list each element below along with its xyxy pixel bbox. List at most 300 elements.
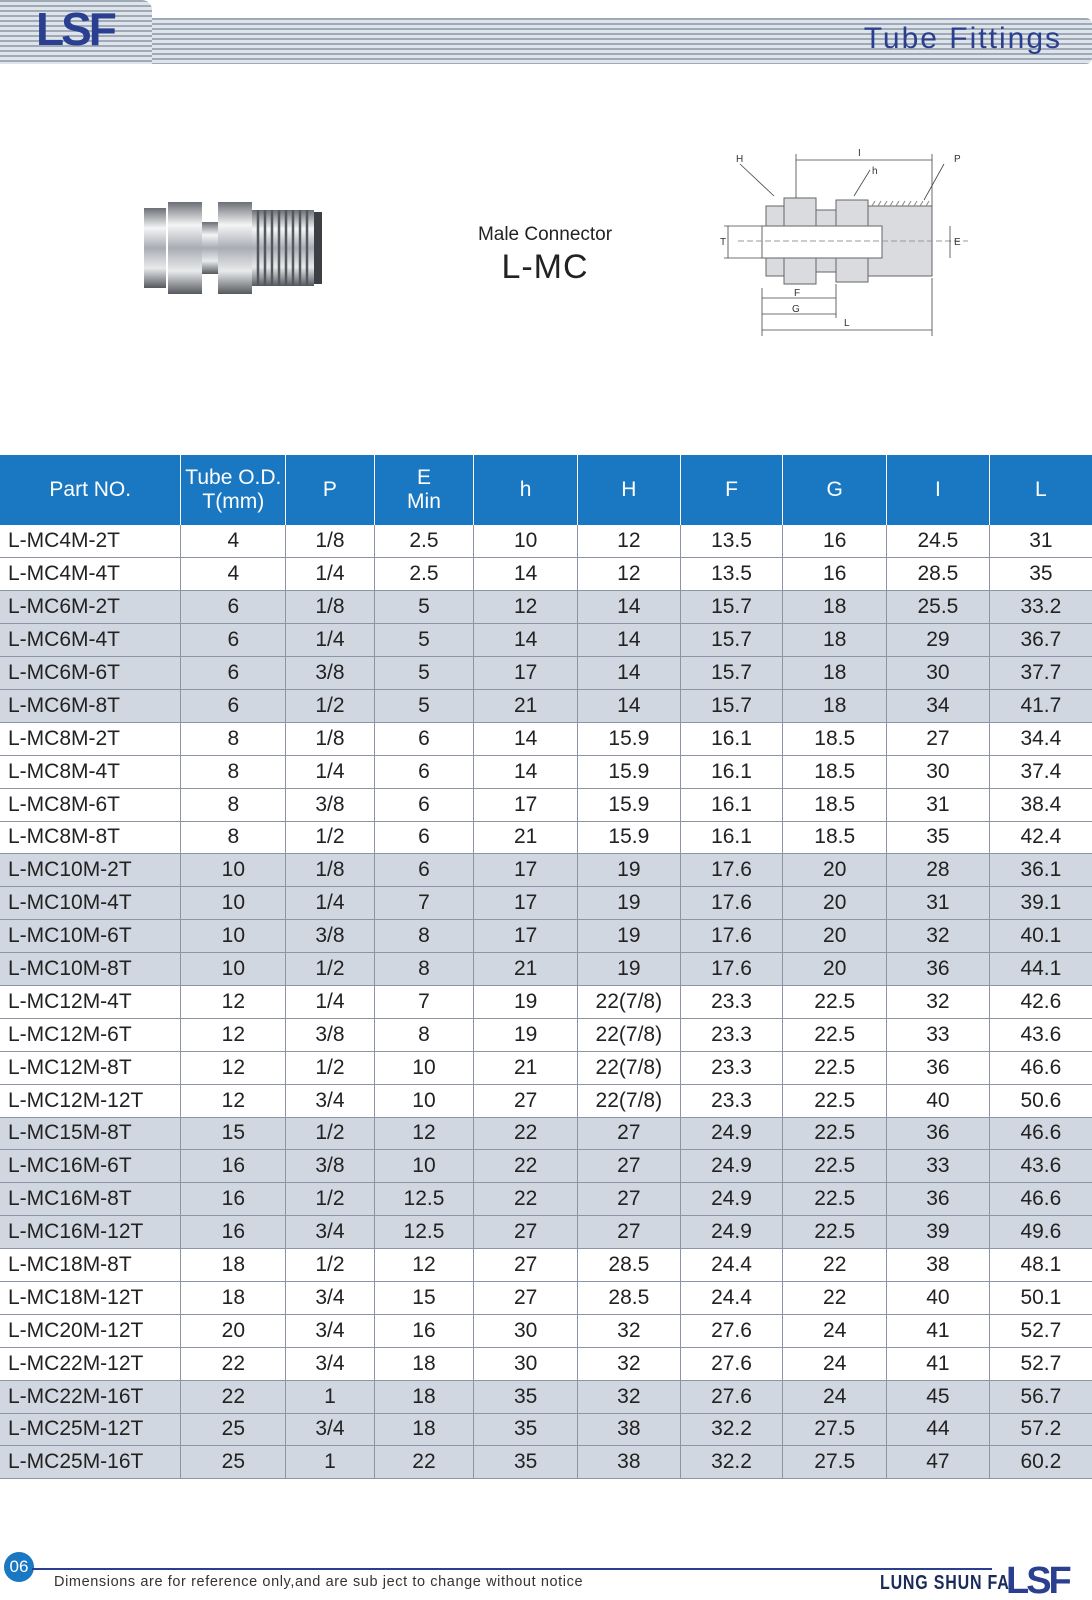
table-row	[0, 1018, 1092, 1051]
table-cell: 23.3	[680, 1051, 783, 1084]
table-cell: 15	[374, 1281, 474, 1314]
column-header-line1: h	[519, 478, 532, 501]
table-cell: 17	[474, 887, 578, 920]
table-cell: 12	[181, 1051, 286, 1084]
table-cell: 1/2	[286, 1183, 374, 1216]
table-cell: 3/4	[286, 1347, 374, 1380]
table-cell: 39.1	[989, 887, 1092, 920]
part-number-cell: L-MC12M-6T	[0, 1018, 181, 1051]
table-cell: 30	[474, 1314, 578, 1347]
table-cell: 12	[474, 591, 578, 624]
table-cell: 25	[181, 1446, 286, 1479]
table-cell: 27	[887, 722, 990, 755]
table-cell: 27.5	[783, 1446, 887, 1479]
table-cell: 14	[474, 755, 578, 788]
table-cell: 36.1	[989, 854, 1092, 887]
table-cell: 8	[374, 953, 474, 986]
part-number-cell: L-MC12M-8T	[0, 1051, 181, 1084]
table-row	[0, 1413, 1092, 1446]
table-cell: 17	[474, 920, 578, 953]
part-number-cell: L-MC22M-16T	[0, 1380, 181, 1413]
table-cell: 22.5	[783, 1117, 887, 1150]
column-header	[181, 455, 286, 525]
table-cell: 1/8	[286, 591, 374, 624]
table-cell: 28.5	[887, 558, 990, 591]
table-cell: 32	[887, 920, 990, 953]
brand-logo: LSF	[36, 3, 114, 55]
part-number-cell: L-MC16M-6T	[0, 1150, 181, 1183]
table-cell: 8	[181, 755, 286, 788]
table-row	[0, 1380, 1092, 1413]
table-cell: 6	[374, 854, 474, 887]
table-cell: 30	[887, 755, 990, 788]
table-cell: 6	[181, 624, 286, 657]
table-cell: 27.5	[783, 1413, 887, 1446]
table-cell: 18.5	[783, 722, 887, 755]
table-cell: 12	[374, 1249, 474, 1282]
label-P: P	[954, 154, 961, 165]
table-cell: 20	[783, 920, 887, 953]
page-number: 06	[4, 1552, 34, 1582]
table-cell: 3/4	[286, 1314, 374, 1347]
part-number-cell: L-MC15M-8T	[0, 1117, 181, 1150]
table-cell: 16.1	[680, 788, 783, 821]
table-cell: 57.2	[989, 1413, 1092, 1446]
table-cell: 13.5	[680, 558, 783, 591]
product-name: Male Connector	[477, 224, 613, 245]
table-cell: 36	[887, 1117, 990, 1150]
table-cell: 40	[887, 1084, 990, 1117]
table-cell: 3/8	[286, 788, 374, 821]
table-cell: 33.2	[989, 591, 1092, 624]
part-number-cell: L-MC4M-4T	[0, 558, 181, 591]
column-header-line1: Part NO.	[49, 478, 132, 501]
product-code: L-MC	[501, 248, 589, 286]
table-cell: 27	[474, 1084, 578, 1117]
table-cell: 32	[887, 985, 990, 1018]
table-cell: 5	[374, 657, 474, 690]
table-cell: 46.6	[989, 1051, 1092, 1084]
table-cell: 12.5	[374, 1216, 474, 1249]
table-row	[0, 1216, 1092, 1249]
column-header	[680, 455, 783, 525]
label-H: H	[736, 154, 744, 165]
table-cell: 16	[374, 1314, 474, 1347]
part-number-cell: L-MC10M-4T	[0, 887, 181, 920]
table-cell: 24.4	[680, 1281, 783, 1314]
column-header	[0, 455, 181, 525]
table-cell: 14	[577, 624, 680, 657]
table-cell: 1/8	[286, 525, 374, 558]
table-row	[0, 1084, 1092, 1117]
table-cell: 42.4	[989, 821, 1092, 854]
table-cell: 8	[374, 920, 474, 953]
column-header	[783, 455, 887, 525]
table-cell: 17	[474, 854, 578, 887]
table-row	[0, 953, 1092, 986]
table-cell: 10	[181, 920, 286, 953]
product-photo	[140, 198, 325, 298]
table-cell: 41.7	[989, 689, 1092, 722]
table-cell: 24.9	[680, 1216, 783, 1249]
table-cell: 6	[374, 788, 474, 821]
label-E: E	[954, 237, 961, 248]
table-cell: 3/4	[286, 1216, 374, 1249]
table-cell: 15.9	[577, 722, 680, 755]
product-caption	[440, 224, 650, 287]
table-cell: 34.4	[989, 722, 1092, 755]
dimension-drawing	[718, 148, 998, 343]
table-cell: 22(7/8)	[577, 1018, 680, 1051]
table-cell: 7	[374, 985, 474, 1018]
table-cell: 3/4	[286, 1413, 374, 1446]
table-cell: 41	[887, 1347, 990, 1380]
table-cell: 44	[887, 1413, 990, 1446]
table-cell: 1	[286, 1446, 374, 1479]
table-cell: 43.6	[989, 1018, 1092, 1051]
table-row	[0, 887, 1092, 920]
table-cell: 10	[374, 1051, 474, 1084]
table-cell: 14	[577, 657, 680, 690]
table-cell: 8	[374, 1018, 474, 1051]
table-cell: 36	[887, 1051, 990, 1084]
table-cell: 3/8	[286, 1018, 374, 1051]
table-cell: 24.4	[680, 1249, 783, 1282]
table-cell: 49.6	[989, 1216, 1092, 1249]
table-cell: 27	[577, 1183, 680, 1216]
table-body	[0, 525, 1092, 1479]
table-row	[0, 1051, 1092, 1084]
label-L: L	[844, 318, 850, 329]
table-cell: 10	[181, 953, 286, 986]
table-cell: 5	[374, 591, 474, 624]
table-cell: 14	[474, 624, 578, 657]
table-cell: 21	[474, 821, 578, 854]
table-cell: 1/2	[286, 821, 374, 854]
table-row	[0, 755, 1092, 788]
table-cell: 37.4	[989, 755, 1092, 788]
part-number-cell: L-MC12M-4T	[0, 985, 181, 1018]
table-cell: 16.1	[680, 722, 783, 755]
table-cell: 56.7	[989, 1380, 1092, 1413]
table-cell: 36	[887, 1183, 990, 1216]
part-number-cell: L-MC12M-12T	[0, 1084, 181, 1117]
part-number-cell: L-MC8M-6T	[0, 788, 181, 821]
table-cell: 12	[181, 1084, 286, 1117]
table-cell: 47	[887, 1446, 990, 1479]
column-header	[374, 455, 474, 525]
footer-note: Dimensions are for reference only,and are sub ject to change without notice	[54, 1574, 584, 1590]
table-cell: 3/8	[286, 1150, 374, 1183]
table-row	[0, 525, 1092, 558]
table-cell: 16	[783, 525, 887, 558]
column-header-line1: G	[826, 478, 843, 501]
table-cell: 22	[181, 1347, 286, 1380]
part-number-cell: L-MC8M-4T	[0, 755, 181, 788]
table-row	[0, 689, 1092, 722]
table-cell: 35	[474, 1413, 578, 1446]
table-cell: 1	[286, 1380, 374, 1413]
table-cell: 27.6	[680, 1380, 783, 1413]
table-cell: 52.7	[989, 1314, 1092, 1347]
table-cell: 24.5	[887, 525, 990, 558]
table-cell: 24	[783, 1347, 887, 1380]
table-cell: 6	[181, 591, 286, 624]
table-cell: 2.5	[374, 558, 474, 591]
table-cell: 22.5	[783, 1183, 887, 1216]
table-cell: 4	[181, 558, 286, 591]
table-row	[0, 788, 1092, 821]
table-row	[0, 591, 1092, 624]
table-cell: 32	[577, 1314, 680, 1347]
column-header	[989, 455, 1092, 525]
part-number-cell: L-MC10M-2T	[0, 854, 181, 887]
part-number-cell: L-MC10M-8T	[0, 953, 181, 986]
table-cell: 1/4	[286, 887, 374, 920]
table-cell: 22.5	[783, 1216, 887, 1249]
table-cell: 35	[474, 1380, 578, 1413]
table-cell: 17	[474, 788, 578, 821]
column-header-line2: Min	[407, 490, 441, 513]
part-number-cell: L-MC6M-4T	[0, 624, 181, 657]
table-cell: 15	[181, 1117, 286, 1150]
table-cell: 22	[783, 1281, 887, 1314]
table-cell: 40.1	[989, 920, 1092, 953]
table-cell: 13.5	[680, 525, 783, 558]
table-cell: 19	[474, 985, 578, 1018]
table-cell: 1/2	[286, 1249, 374, 1282]
part-number-cell: L-MC25M-12T	[0, 1413, 181, 1446]
table-row	[0, 657, 1092, 690]
footer-brand: LUNG SHUN FA	[880, 1572, 1010, 1594]
table-cell: 14	[474, 558, 578, 591]
table-cell: 36.7	[989, 624, 1092, 657]
column-header-line1: F	[725, 478, 738, 501]
part-number-cell: L-MC6M-8T	[0, 689, 181, 722]
label-I: I	[858, 148, 861, 159]
table-cell: 23.3	[680, 985, 783, 1018]
column-header-line2: T(mm)	[202, 490, 265, 513]
table-cell: 12	[577, 558, 680, 591]
table-cell: 38	[577, 1446, 680, 1479]
table-cell: 20	[783, 854, 887, 887]
table-cell: 2.5	[374, 525, 474, 558]
table-cell: 27	[577, 1117, 680, 1150]
part-number-cell: L-MC8M-8T	[0, 821, 181, 854]
table-cell: 21	[474, 1051, 578, 1084]
table-cell: 22	[783, 1249, 887, 1282]
table-cell: 14	[577, 689, 680, 722]
table-cell: 1/8	[286, 722, 374, 755]
part-number-cell: L-MC25M-16T	[0, 1446, 181, 1479]
table-cell: 46.6	[989, 1117, 1092, 1150]
table-cell: 15.7	[680, 624, 783, 657]
column-header-line1: I	[934, 478, 941, 501]
table-cell: 31	[887, 887, 990, 920]
table-cell: 32	[577, 1347, 680, 1380]
table-cell: 32.2	[680, 1413, 783, 1446]
table-cell: 27	[474, 1281, 578, 1314]
table-cell: 50.6	[989, 1084, 1092, 1117]
table-cell: 19	[577, 887, 680, 920]
table-cell: 16	[181, 1183, 286, 1216]
table-cell: 1/2	[286, 1051, 374, 1084]
table-cell: 41	[887, 1314, 990, 1347]
table-cell: 35	[474, 1446, 578, 1479]
table-cell: 35	[887, 821, 990, 854]
table-cell: 33	[887, 1150, 990, 1183]
table-cell: 45	[887, 1380, 990, 1413]
part-number-cell: L-MC16M-12T	[0, 1216, 181, 1249]
table-cell: 20	[181, 1314, 286, 1347]
table-cell: 1/2	[286, 689, 374, 722]
table-cell: 42.6	[989, 985, 1092, 1018]
table-cell: 27	[577, 1150, 680, 1183]
table-row	[0, 558, 1092, 591]
table-row	[0, 1446, 1092, 1479]
column-header	[887, 455, 990, 525]
table-cell: 21	[474, 689, 578, 722]
table-cell: 18	[181, 1281, 286, 1314]
table-row	[0, 1117, 1092, 1150]
table-cell: 36	[887, 953, 990, 986]
table-cell: 38	[887, 1249, 990, 1282]
table-cell: 27.6	[680, 1347, 783, 1380]
table-cell: 14	[577, 591, 680, 624]
table-row	[0, 920, 1092, 953]
table-cell: 22(7/8)	[577, 1084, 680, 1117]
part-number-cell: L-MC22M-12T	[0, 1347, 181, 1380]
table-row	[0, 1249, 1092, 1282]
table-cell: 22	[474, 1183, 578, 1216]
table-cell: 50.1	[989, 1281, 1092, 1314]
table-cell: 46.6	[989, 1183, 1092, 1216]
table-cell: 18	[783, 689, 887, 722]
table-cell: 22.5	[783, 1150, 887, 1183]
table-cell: 18	[374, 1347, 474, 1380]
part-number-cell: L-MC6M-2T	[0, 591, 181, 624]
table-cell: 24	[783, 1314, 887, 1347]
table-header-row	[0, 455, 1092, 525]
table-row	[0, 1183, 1092, 1216]
table-cell: 12.5	[374, 1183, 474, 1216]
table-cell: 8	[181, 821, 286, 854]
table-cell: 23.3	[680, 1084, 783, 1117]
table-cell: 6	[374, 821, 474, 854]
table-cell: 12	[374, 1117, 474, 1150]
table-cell: 33	[887, 1018, 990, 1051]
table-cell: 15.7	[680, 591, 783, 624]
table-cell: 16	[181, 1216, 286, 1249]
table-cell: 30	[887, 657, 990, 690]
table-cell: 20	[783, 887, 887, 920]
table-cell: 5	[374, 624, 474, 657]
label-h: h	[872, 166, 878, 177]
table-cell: 17	[474, 657, 578, 690]
table-cell: 18	[783, 657, 887, 690]
table-cell: 24.9	[680, 1117, 783, 1150]
part-number-cell: L-MC18M-12T	[0, 1281, 181, 1314]
table-row	[0, 722, 1092, 755]
table-cell: 16.1	[680, 821, 783, 854]
column-header-line1: E	[416, 466, 431, 489]
table-cell: 32.2	[680, 1446, 783, 1479]
table-cell: 1/4	[286, 755, 374, 788]
table-cell: 28.5	[577, 1281, 680, 1314]
table-cell: 22.5	[783, 1084, 887, 1117]
table-cell: 32	[577, 1380, 680, 1413]
table-cell: 29	[887, 624, 990, 657]
table-cell: 44.1	[989, 953, 1092, 986]
table-cell: 19	[577, 854, 680, 887]
table-row	[0, 624, 1092, 657]
table-row	[0, 1281, 1092, 1314]
table-cell: 39	[887, 1216, 990, 1249]
part-number-cell: L-MC16M-8T	[0, 1183, 181, 1216]
table-cell: 37.7	[989, 657, 1092, 690]
table-cell: 38.4	[989, 788, 1092, 821]
spec-table	[0, 455, 1092, 1479]
table-cell: 43.6	[989, 1150, 1092, 1183]
part-number-cell: L-MC8M-2T	[0, 722, 181, 755]
footer-divider	[32, 1568, 992, 1570]
table-row	[0, 1347, 1092, 1380]
table-cell: 25	[181, 1413, 286, 1446]
table-cell: 24.9	[680, 1150, 783, 1183]
table-cell: 18	[181, 1249, 286, 1282]
table-cell: 14	[474, 722, 578, 755]
table-cell: 18.5	[783, 755, 887, 788]
table-cell: 15.7	[680, 689, 783, 722]
column-header	[577, 455, 680, 525]
label-T: T	[720, 237, 727, 248]
table-cell: 17.6	[680, 953, 783, 986]
table-cell: 19	[577, 953, 680, 986]
table-cell: 10	[374, 1084, 474, 1117]
table-cell: 17.6	[680, 854, 783, 887]
table-cell: 6	[181, 689, 286, 722]
table-cell: 4	[181, 525, 286, 558]
page-title: Tube Fittings	[863, 22, 1062, 55]
table-cell: 21	[474, 953, 578, 986]
table-cell: 22.5	[783, 1051, 887, 1084]
table-cell: 3/4	[286, 1084, 374, 1117]
table-cell: 20	[783, 953, 887, 986]
part-number-cell: L-MC4M-2T	[0, 525, 181, 558]
table-cell: 34	[887, 689, 990, 722]
table-cell: 18	[783, 624, 887, 657]
column-header-line1: P	[322, 478, 337, 501]
table-cell: 22	[181, 1380, 286, 1413]
table-cell: 30	[474, 1347, 578, 1380]
table-cell: 15.9	[577, 788, 680, 821]
table-cell: 40	[887, 1281, 990, 1314]
table-cell: 25.5	[887, 591, 990, 624]
table-cell: 6	[374, 755, 474, 788]
table-cell: 22(7/8)	[577, 985, 680, 1018]
part-number-cell: L-MC10M-6T	[0, 920, 181, 953]
table-cell: 19	[474, 1018, 578, 1051]
table-cell: 10	[181, 854, 286, 887]
table-cell: 12	[577, 525, 680, 558]
table-cell: 5	[374, 689, 474, 722]
table-row	[0, 1150, 1092, 1183]
table-cell: 1/8	[286, 854, 374, 887]
table-row	[0, 821, 1092, 854]
table-cell: 15.7	[680, 657, 783, 690]
table-cell: 1/2	[286, 1117, 374, 1150]
table-cell: 22	[474, 1117, 578, 1150]
